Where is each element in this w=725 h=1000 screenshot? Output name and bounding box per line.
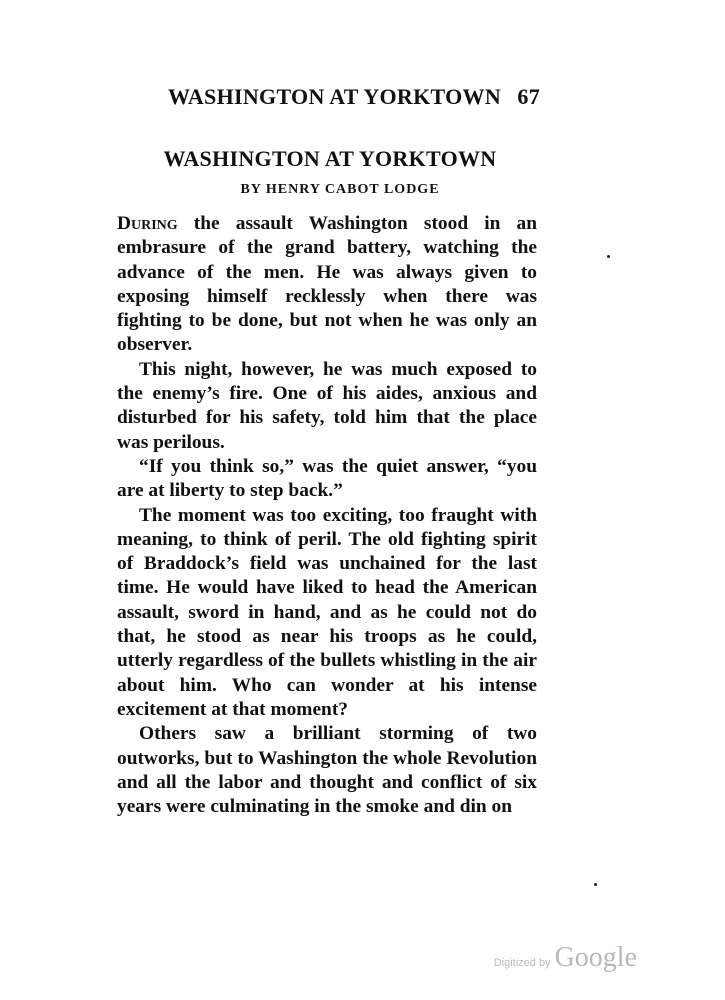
paragraph-2: This night, however, he was much exposed to the enemy’s fire. One of his aides, anxious and disturbed for his safety, told him that the place was perilous.: [117, 358, 537, 453]
page-number: 67: [517, 84, 540, 109]
watermark-prefix: Digitized by: [493, 957, 551, 969]
running-head: [120, 84, 540, 110]
paragraph-3: “If you think so,” was the quiet answer, “you are at liberty to step back.”: [117, 455, 537, 502]
print-speck: [594, 883, 597, 886]
google-logo: Google: [554, 942, 637, 973]
running-head-title: WASHINGTON AT YORKTOWN: [168, 84, 502, 109]
digitized-watermark: [494, 942, 637, 974]
paragraph-1: [117, 212, 537, 358]
paragraph-5: Others saw a brilliant storming of two outworks, but to Washington the whole Revolution and all the labor and thought and conflict of six years were culminating in the smoke and din on: [117, 723, 537, 818]
print-speck: [607, 255, 610, 258]
paragraph-1-text: the assault Washington stood in an embrasure of the grand battery, watching the advance of the men. He was always given to exposing himself recklessly when there was fighting to be done, but not when he was only an observer.: [117, 213, 537, 356]
paragraph-4: The moment was too exciting, too fraught with meaning, to think of peril. The old fighting spirit of Braddock’s field was unchained for the last time. He would have liked to head the American assault, sword in hand, and as he could not do that, he stood as near his troops as he could, utterly regardless of the bullets whistling in the air about him. Who can wonder at his intense excitement at that moment?: [117, 504, 537, 720]
article-title: WASHINGTON AT YORKTOWN: [163, 146, 497, 171]
lead-word: During: [117, 213, 178, 234]
article-body: [117, 212, 537, 819]
article-byline: BY HENRY CABOT LODGE: [240, 182, 440, 197]
